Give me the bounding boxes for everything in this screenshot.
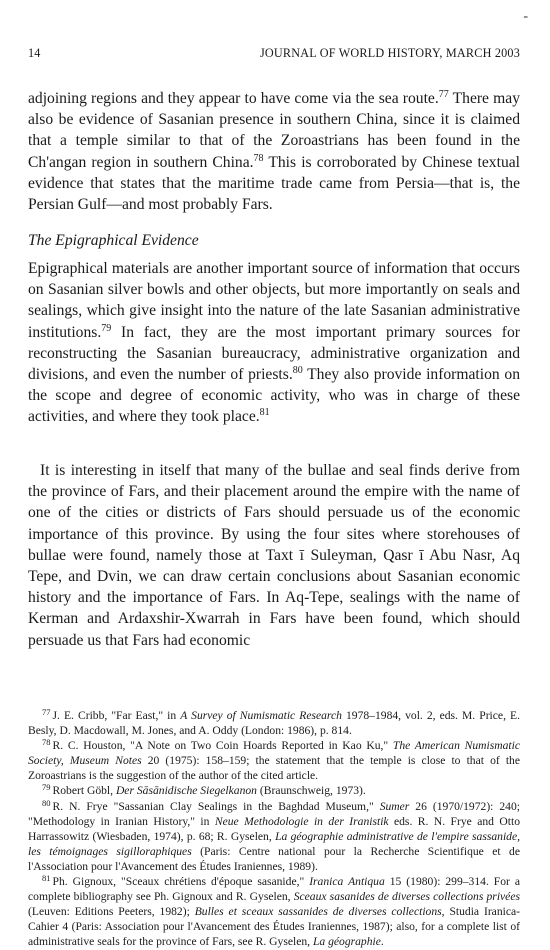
footnote-number: 80 (42, 797, 51, 808)
footnote-italic-text: The American Numismatic Society, Museum Notes (28, 739, 520, 768)
footnote-text: eds. R. N. Frye and Otto Harrassowitz (Wiesbaden, 1974), p. 68; R. Gyselen, (28, 814, 520, 843)
footnote-text: J. E. Cribb, "Far East," in (52, 709, 181, 722)
footnote-italic-text: Der Sāsānidische Siegelkanon (115, 784, 257, 798)
footnote-italic-text: Sumer (379, 799, 410, 813)
section-heading: The Epigraphical Evidence (28, 232, 199, 249)
footnote-italic-text: La géographie (312, 935, 381, 949)
footnote-reference: 79 (101, 322, 112, 334)
footnote-italic-text: Sceaux sasanides de diverses collections privées (293, 890, 520, 904)
footnote-text: (Paris: Centre national pour la Recherche Scientifique et de l'Association pour l'Avancement des Études Iraniennes, 1989). (28, 844, 520, 873)
body-paragraph-3 (28, 460, 520, 651)
paragraph-text: In fact, they are the most important primary sources for reconstructing the Sasanian bureaucracy, administrative organization and divisions, and even the number of priests. (28, 323, 520, 384)
footnote-number: 79 (42, 782, 51, 793)
footnote (28, 738, 520, 783)
footnote-number: 78 (42, 737, 51, 748)
paragraph-text: Epigraphical materials are another important source of information that occurs on Sasanian silver bowls and other objects, but more importantly on seals and sealings, which give insight into the nature of the late Sasanian administrative institutions. (28, 260, 520, 341)
footnote-italic-text: Bulles et sceaux sassanides de diverses collections (194, 905, 442, 919)
footnote-text: 15 (1980): 299–314. For a complete bibliography see Ph. Gignoux and R. Gyselen, (28, 875, 521, 904)
footnote-text: 26 (1970/1972): 240; "Methodology in Iranian History," in (28, 799, 520, 828)
page-number: 14 (28, 46, 41, 60)
footnote-text: (Braunschweig, 1973). (256, 784, 366, 798)
paragraph-text: There may also be evidence of Sasanian presence in southern China, since it is claimed that a temple similar to that of the Zoroastrians has been found in the Ch'angan region in southern China. (28, 90, 520, 171)
paragraph-text: This is corroborated by Chinese textual evidence that states that the maritime trade came from Persia—that is, the Persian Gulf—and most probably Fars. (28, 153, 520, 214)
body-paragraph-1 (28, 88, 520, 215)
footnote-reference: 78 (253, 152, 264, 164)
footnote-italic-text: A Survey of Numismatic Research (180, 709, 342, 722)
footnote-text: 20 (1975): 158–159; the statement that the temple is close to that of the Zoroastrians is the suggestion of the author of the cited article. (28, 754, 520, 783)
footnote-text: , Studia Iranica-Cahier 4 (Paris: Association pour l'Avancement des Études Iraniennes, 1987); also, for a complete list of administrative seals for the province of Fars, see R. Gyselen, (28, 905, 520, 949)
footnote (28, 874, 520, 949)
footnote-text: . (380, 935, 384, 949)
footnote-italic-text: La géographie administrative de l'empire sassanide, les témoignages sigilloraphiques (28, 829, 521, 858)
footnote-reference: 80 (292, 365, 303, 377)
footnote (28, 708, 520, 738)
body-paragraph-2 (28, 258, 520, 428)
paragraph-text: adjoining regions and they appear to have come via the sea route. (28, 90, 439, 107)
running-head (28, 46, 520, 64)
footnote-italic-text: Iranica Antiqua (309, 875, 385, 889)
footnote-number: 81 (42, 873, 51, 884)
footnote-number: 77 (42, 707, 51, 717)
footnote-text: (Leuven: Editions Peeters, 1982); (28, 905, 195, 919)
corner-mark: - (523, 9, 528, 24)
footnotes-section (28, 708, 520, 950)
footnote-italic-text: Neue Methodologie in der Iranistik (214, 814, 389, 828)
footnote-reference: 77 (438, 89, 449, 100)
footnote (28, 783, 520, 798)
journal-title: JOURNAL OF WORLD HISTORY, MARCH 2003 (259, 46, 520, 60)
footnote-text: Robert Göbl, (52, 784, 116, 798)
footnote-text: R. C. Houston, "A Note on Two Coin Hoards Reported in Kao Ku," (52, 739, 393, 753)
footnote-text: 1978–1984, vol. 2, eds. M. Price, E. Besly, D. Macdowall, M. Jones, and A. Oddy (London: 1986), p. 814. (28, 709, 520, 738)
footnote-reference: 81 (259, 407, 270, 419)
footnote-text: Ph. Gignoux, "Sceaux chrétiens d'époque sasanide," (52, 875, 310, 889)
paragraph-text: It is interesting in itself that many of the bullae and seal finds derive from the province of Fars, and their placement around the empire with the name of one of the cities or districts of Fars should persuade us of the economic importance of this province. By using the four sites where storehouses of bullae were found, namely those at Taxt ī Suleyman, Qasr ī Abu Nasr, Aq Tepe, and Dvin, we can draw certain conclusions about Sasanian economic history and the importance of Fars. In Aq-Tepe, sealings with the name of Kerman and Ardaxshir-Xwarrah in Fars have been found, which should persuade us that Fars had economic (28, 462, 520, 649)
footnote (28, 799, 520, 874)
footnote-text: R. N. Frye "Sassanian Clay Sealings in the Baghdad Museum," (52, 799, 380, 813)
paragraph-text: They also provide information on the scope and degree of economic activity, who was in charge of these activities, and where they took place. (28, 366, 520, 426)
